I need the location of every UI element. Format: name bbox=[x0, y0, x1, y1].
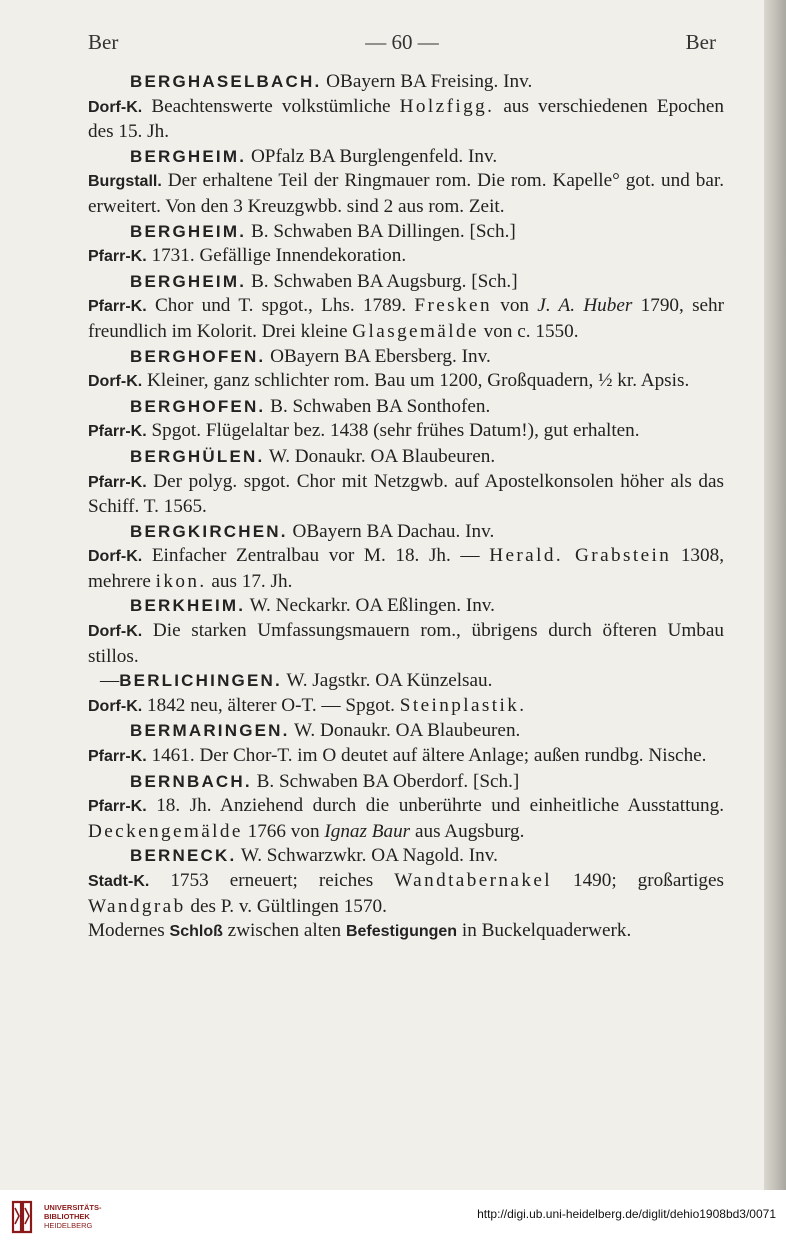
entry-heading bbox=[88, 270, 724, 295]
place-location: W. Neckarkr. OA Eßlingen. Inv. bbox=[249, 595, 495, 617]
entry-body bbox=[88, 694, 724, 720]
entry-text: Kleiner, ganz schlichter rom. Bau um 1200, Großquadern, ½ kr. Apsis. bbox=[147, 370, 690, 392]
entry-text: von bbox=[491, 295, 538, 317]
place-location: B. Schwaben BA Augsburg. [Sch.] bbox=[250, 270, 518, 292]
place-name: BERNECK. bbox=[130, 846, 237, 866]
entry-heading bbox=[88, 520, 724, 545]
spaced-term: Holzfigg. bbox=[399, 95, 495, 117]
place-name: BERGHEIM. bbox=[130, 146, 247, 166]
entry-body bbox=[88, 369, 724, 395]
entry-text: 1753 erneuert; reiches bbox=[170, 870, 395, 891]
entry-body bbox=[88, 294, 724, 344]
entry-text: Der polyg. spgot. Chor mit Netzgwb. auf Apostelkonsolen höher als das Schiff. T. 1565. bbox=[88, 470, 725, 518]
spaced-term: Wandtabernakel bbox=[394, 870, 552, 891]
entry-text: 1842 neu, älterer O-T. — Spgot. bbox=[147, 694, 400, 716]
entry-text: 1731. Gefällige Innendekoration. bbox=[151, 245, 407, 267]
library-name bbox=[44, 1203, 102, 1230]
place-location: B. Schwaben BA Sonthofen. bbox=[270, 395, 491, 417]
entry-text: 1766 von bbox=[242, 820, 325, 842]
building-label: Dorf-K. bbox=[88, 548, 143, 566]
entry-heading bbox=[88, 395, 724, 420]
place-name: BERGHASELBACH. bbox=[130, 72, 322, 91]
place-name: BERMARINGEN. bbox=[130, 721, 290, 741]
running-head-left: Ber bbox=[88, 30, 119, 54]
place-name: BERGHEIM. bbox=[130, 221, 247, 241]
entry-text: aus verschiedenen Epochen des 15. Jh. bbox=[88, 95, 724, 143]
entry-text: zwischen alten bbox=[222, 920, 346, 942]
entry-text: von c. 1550. bbox=[478, 320, 579, 342]
entry-heading bbox=[88, 70, 724, 95]
entry-text: Einfacher Zentralbau vor M. 18. Jh. — bbox=[151, 545, 490, 567]
entry-text: Der erhaltene Teil der Ringmauer rom. Die rom. Kapelle° got. und bar. erweitert. Von den 3 Kreuzgwbb. sind 2 aus rom. Zeit. bbox=[88, 170, 724, 217]
place-name: BERNBACH. bbox=[130, 771, 252, 791]
building-label: Pfarr-K. bbox=[88, 748, 147, 766]
page-edge bbox=[764, 0, 786, 1190]
place-location: W. Donaukr. OA Blaubeuren. bbox=[268, 445, 496, 467]
entry-text: Chor und T. spgot., Lhs. 1789. bbox=[154, 295, 415, 317]
entry-text: aus Augsburg. bbox=[410, 820, 525, 842]
building-label: Burgstall. bbox=[88, 173, 162, 191]
place-name: BERLICHINGEN. bbox=[119, 671, 282, 691]
entry-body bbox=[88, 869, 724, 919]
building-label: Pfarr-K. bbox=[88, 248, 147, 266]
place-name: BERGHOFEN. bbox=[130, 346, 266, 366]
page-text bbox=[88, 70, 724, 945]
building-label: Pfarr-K. bbox=[88, 298, 147, 316]
place-location: OBayern BA Dachau. Inv. bbox=[292, 520, 495, 542]
building-label: Dorf-K. bbox=[88, 623, 143, 641]
place-name: BERGHEIM. bbox=[130, 271, 247, 291]
entry-text: Die starken Umfassungsmauern rom., übrigens durch öfteren Umbau stillos. bbox=[88, 620, 724, 667]
entry-text: Beachtenswerte volkstümliche bbox=[151, 95, 400, 117]
spaced-term: Fresken bbox=[414, 295, 492, 317]
entry-body bbox=[88, 244, 724, 270]
footer-bar bbox=[0, 1190, 786, 1248]
entry-heading bbox=[88, 445, 724, 470]
place-location: B. Schwaben BA Oberdorf. [Sch.] bbox=[256, 770, 520, 792]
building-label: Dorf-K. bbox=[88, 373, 143, 391]
library-name-line: UNIVERSITÄTS- bbox=[44, 1203, 102, 1212]
entry-body bbox=[88, 619, 724, 669]
place-location: W. Donaukr. OA Blaubeuren. bbox=[294, 720, 521, 742]
artist-name: J. A. Huber bbox=[537, 295, 633, 317]
entry-body bbox=[88, 744, 724, 770]
entry-body bbox=[88, 919, 724, 945]
entry-text: 1490; großartiges bbox=[551, 870, 724, 891]
spaced-term: Deckengemälde bbox=[88, 820, 243, 842]
place-name: BERGHÜLEN. bbox=[130, 446, 265, 466]
building-label: Dorf-K. bbox=[88, 98, 143, 116]
place-name: BERGKIRCHEN. bbox=[130, 521, 288, 541]
entry-heading bbox=[88, 719, 724, 744]
running-head-right: Ber bbox=[685, 30, 716, 54]
entry-text: 18. Jh. Anziehend durch die unberührte und einheitliche Ausstattung. bbox=[156, 795, 724, 817]
entry-heading bbox=[88, 844, 724, 869]
source-url[interactable]: http://digi.ub.uni-heidelberg.de/diglit/dehio1908bd3/0071 bbox=[477, 1207, 776, 1221]
place-location: OPfalz BA Burglengenfeld. Inv. bbox=[250, 145, 498, 167]
building-label: Dorf-K. bbox=[88, 697, 143, 715]
spaced-term: Wandgrab bbox=[88, 895, 186, 917]
entry-text: aus 17. Jh. bbox=[206, 570, 293, 592]
dash-mark: — bbox=[100, 670, 120, 692]
spaced-term: ikon. bbox=[155, 570, 207, 592]
place-name: BERKHEIM. bbox=[130, 596, 246, 616]
library-name-line: HEIDELBERG bbox=[44, 1221, 93, 1230]
entry-text: Spgot. Flügelaltar bez. 1438 (sehr frühes Datum!), gut erhalten. bbox=[151, 420, 640, 442]
library-name-line: BIBLIOTHEK bbox=[44, 1212, 90, 1221]
building-label: Stadt-K. bbox=[88, 873, 150, 890]
bold-term: Befestigungen bbox=[345, 923, 458, 941]
entry-body bbox=[88, 95, 724, 145]
spaced-term: Herald. Grabstein bbox=[489, 545, 672, 567]
entry-heading bbox=[88, 594, 724, 619]
place-location: OBayern BA Ebersberg. Inv. bbox=[270, 345, 491, 367]
entry-text: 1790, sehr freundlich im Kolorit. Drei kleine bbox=[88, 295, 725, 342]
entry-body bbox=[88, 470, 724, 520]
entry-text: 1308, mehrere bbox=[88, 545, 725, 592]
library-logo-icon bbox=[10, 1198, 34, 1236]
page-number: — 60 — bbox=[365, 30, 439, 54]
entry-body bbox=[88, 544, 724, 594]
artist-name: Ignaz Baur bbox=[324, 820, 411, 842]
entry-heading bbox=[88, 669, 724, 694]
spaced-term: Steinplastik. bbox=[399, 694, 527, 716]
entry-body bbox=[88, 169, 724, 219]
bold-term: Schloß bbox=[169, 923, 223, 941]
entry-text: 1461. Der Chor-T. im O deutet auf ältere Anlage; außen rundbg. Nische. bbox=[151, 745, 707, 767]
entry-heading bbox=[88, 145, 724, 170]
place-name: BERGHOFEN. bbox=[130, 396, 266, 416]
entry-body bbox=[88, 419, 724, 445]
building-label: Pfarr-K. bbox=[88, 473, 147, 491]
place-location: W. Jagstkr. OA Künzelsau. bbox=[286, 670, 493, 692]
entry-text: Modernes bbox=[88, 920, 170, 942]
entry-heading bbox=[88, 220, 724, 245]
entry-heading bbox=[88, 345, 724, 370]
entry-text: in Buckelquaderwerk. bbox=[457, 920, 632, 942]
entry-heading bbox=[88, 770, 724, 795]
entry-body bbox=[88, 794, 724, 844]
entry-text: des P. v. Gültlingen 1570. bbox=[185, 895, 387, 917]
place-location: B. Schwaben BA Dillingen. [Sch.] bbox=[250, 220, 516, 242]
running-head bbox=[88, 30, 716, 56]
building-label: Pfarr-K. bbox=[88, 423, 147, 441]
spaced-term: Glasgemälde bbox=[352, 320, 479, 342]
place-location: W. Schwarzwkr. OA Nagold. Inv. bbox=[240, 845, 498, 867]
place-location: OBayern BA Freising. Inv. bbox=[326, 71, 533, 92]
building-label: Pfarr-K. bbox=[88, 798, 147, 816]
